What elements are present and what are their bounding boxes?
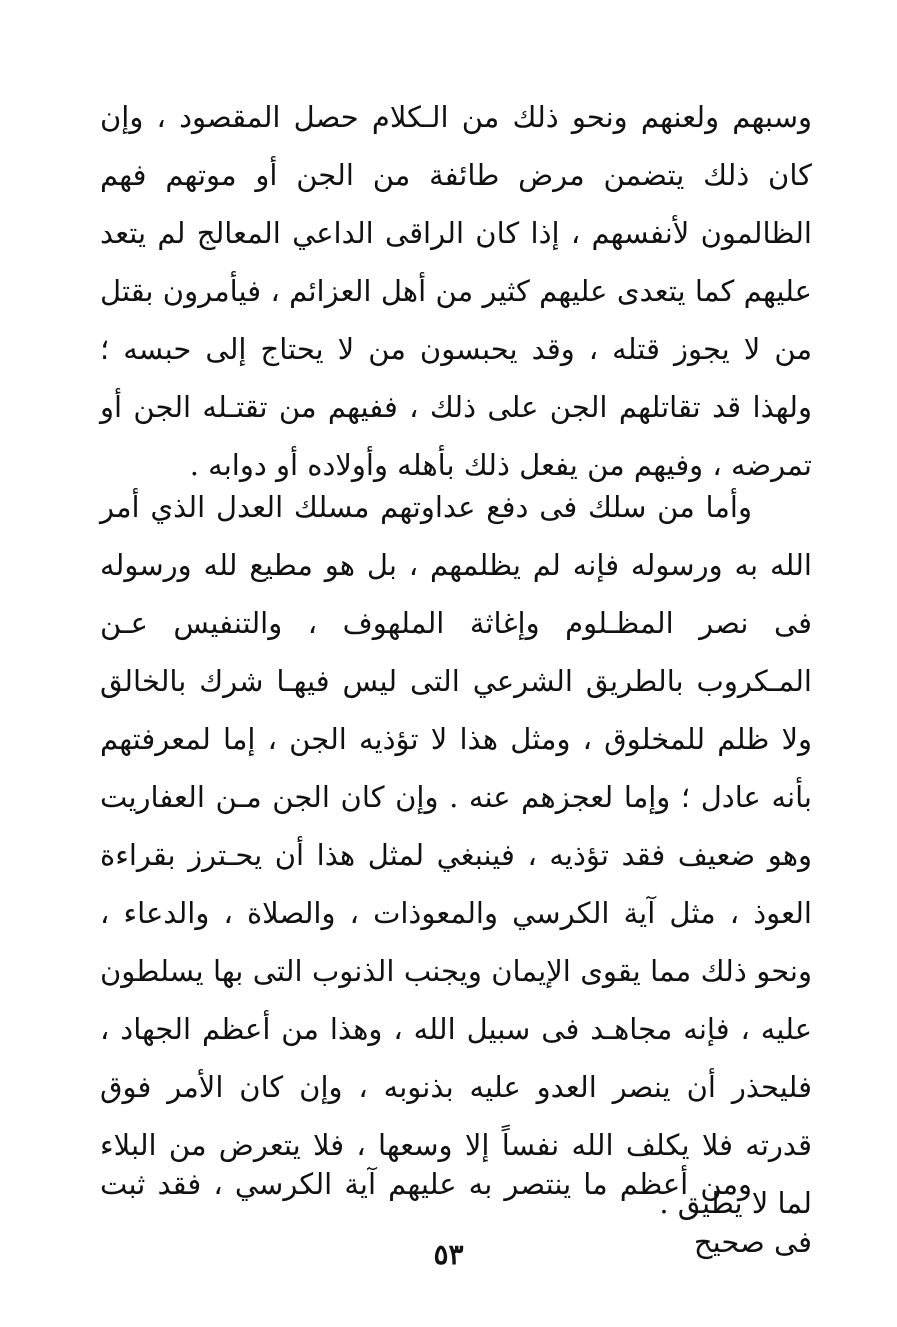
page-number: ٥٣ xyxy=(433,1238,464,1271)
paragraph-2-text: وأما من سلك فى دفع عداوتهم مسلك العدل الذي أمر الله به ورسوله فإنه لم يظلمهم ، بل هو مطيع لله ورسوله فى نصر المظـلوم وإغاثة الملهوف ، والتنفيس عـن المـكروب بالطريق الشرعي التى ليس فيهـا شرك بالخالق ولا ظلم للمخلوق ، ومثل هذا لا تؤذيه الجن ، إما لمعرفتهم بأنه عادل ؛ وإما لعجزهم عنه . وإن كان الجن مـن العفاريت وهو ضعيف فقد تؤذيه ، فينبغي لمثل هذا أن يحـترز بقراءة العوذ ، مثل آية الكرسي والمعوذات ، والصلاة ، والدعاء ، ونحو ذلك مما يقوى الإيمان ويجنب الذنوب التى بها يسلطون عليه ، فإنه مجاهـد فى سبيل الله ، وهذا من أعظم الجهاد ، فليحذر أن ينصر العدو عليه بذنوبه ، وإن كان الأمر فوق قدرته فلا يكلف الله نفساً إلا وسعها ، فلا يتعرض من البلاء لما لا يطيق . xyxy=(100,490,812,1220)
paragraph-1 xyxy=(100,88,812,494)
paragraph-1-text: وسبهم ولعنهم ونحو ذلك من الـكلام حصل المقصود ، وإن كان ذلك يتضمن مرض طائفة من الجن أو موتهم فهم الظالمون لأنفسهم ، إذا كان الراقى الداعي المعالج لم يتعد عليهم كما يتعدى عليهم كثير من أهل العزائم ، فيأمرون بقتل من لا يجوز قتله ، وقد يحبسون من لا يحتاج إلى حبسه ؛ ولهذا قد تقاتلهم الجن على ذلك ، ففيهم من تقتـله الجن أو تمرضه ، وفيهم من يفعل ذلك بأهله وأولاده أو دوابه . xyxy=(100,100,812,482)
paragraph-3-text: ومن أعظم ما ينتصر به عليهم آية الكرسي ، فقد ثبت فى صحيح xyxy=(100,1167,812,1259)
paragraph-2 xyxy=(100,478,812,1232)
